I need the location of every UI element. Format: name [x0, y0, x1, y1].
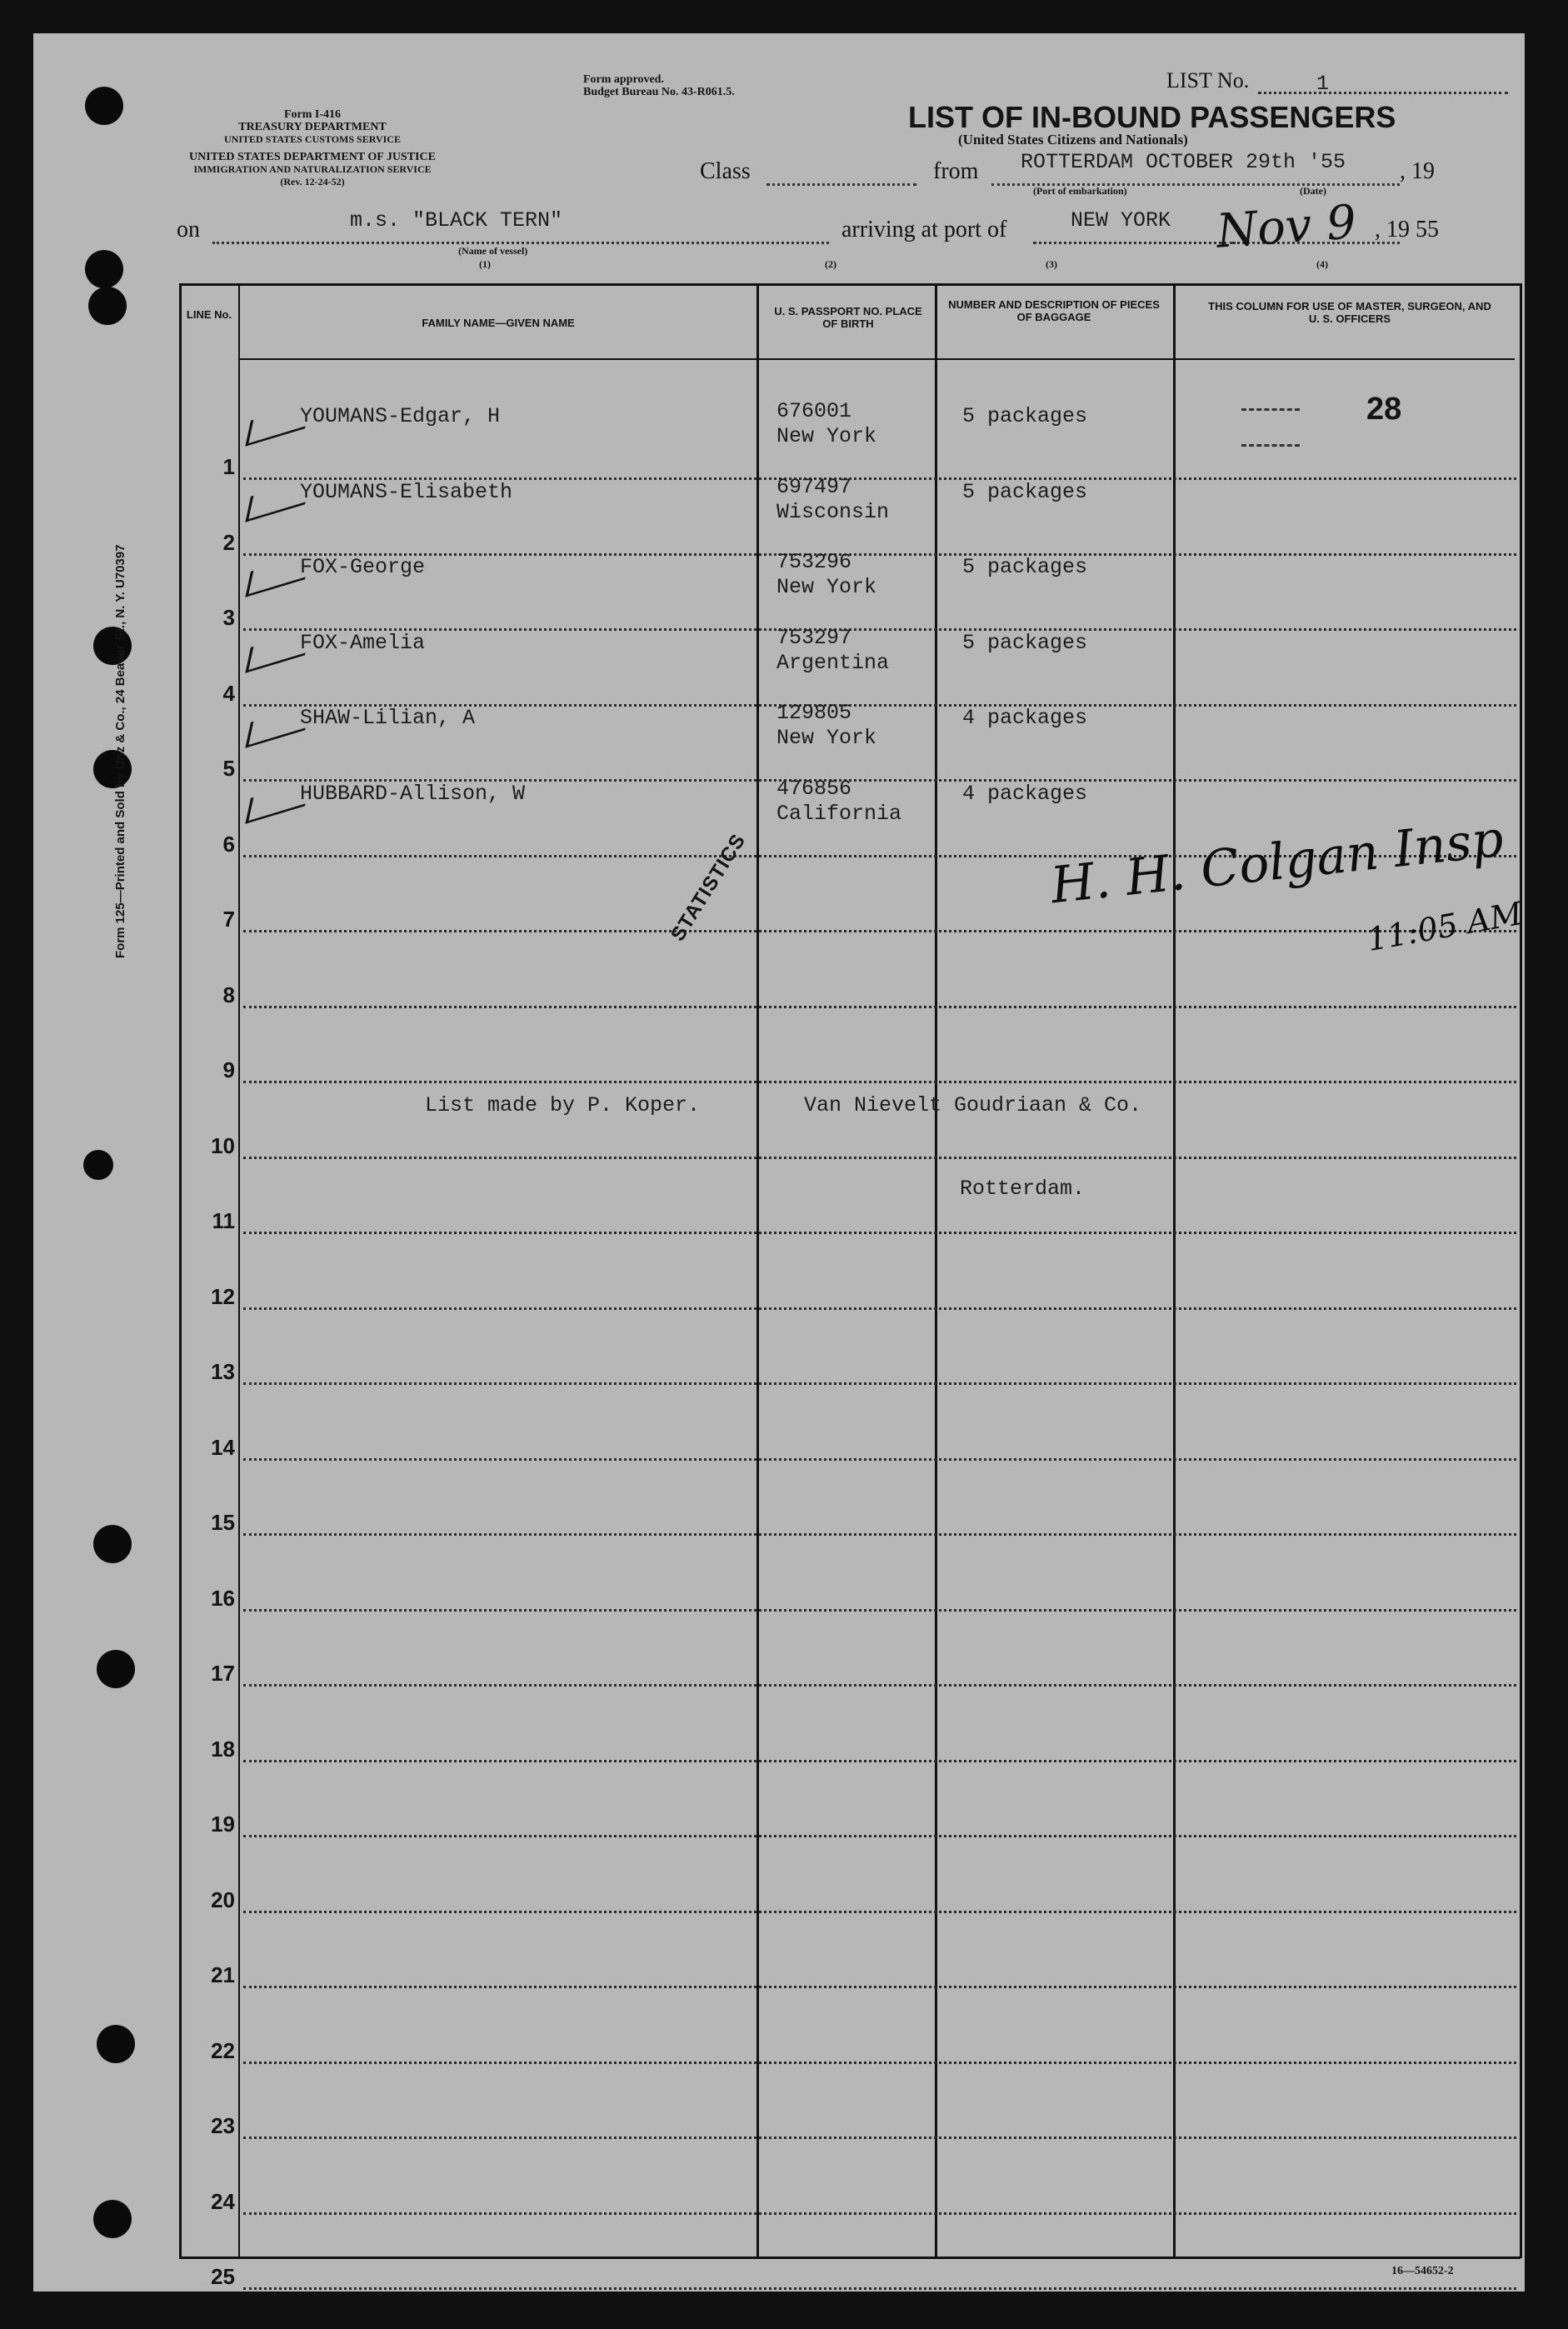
arrival-port: NEW YORK — [1071, 208, 1171, 232]
vessel-caption-number: (1) — [479, 258, 491, 270]
budget-bureau: Budget Bureau No. 43-R061.5. — [583, 86, 735, 98]
row-rule — [243, 1684, 1516, 1687]
baggage-column-border — [1173, 283, 1176, 2258]
row-rule — [243, 2137, 1516, 2139]
form-title: LIST OF IN-BOUND PASSENGERS — [908, 100, 1396, 134]
row-rule — [243, 1835, 1516, 1837]
row-rule — [243, 1006, 1516, 1008]
passenger-name: HUBBARD-Allison, W — [300, 781, 526, 806]
birthplace: New York — [777, 726, 877, 750]
table-top-border — [179, 283, 1521, 286]
check-mark — [245, 704, 310, 748]
birthplace: New York — [777, 575, 877, 599]
row-rule — [243, 2287, 1516, 2290]
line-number: 14 — [211, 1434, 235, 1460]
arrival-caption-number: (3) — [1046, 258, 1057, 270]
row-rule — [243, 1232, 1516, 1234]
line-number: 12 — [211, 1283, 235, 1309]
line-number: 13 — [211, 1359, 235, 1384]
class-dots — [767, 183, 916, 186]
arrival-year: , 19 55 — [1375, 217, 1439, 242]
passport-number: 476856 — [777, 776, 852, 801]
year-label: , 19 — [1400, 158, 1435, 184]
line-number: 22 — [211, 2037, 235, 2063]
table-header-border — [240, 358, 1515, 360]
column-header-passport: U. S. PASSPORT NO. PLACE OF BIRTH — [774, 305, 922, 330]
baggage-count: 5 packages — [962, 479, 1088, 504]
baggage-count: 5 packages — [962, 555, 1088, 579]
passenger-name: YOUMANS-Elisabeth — [300, 479, 513, 504]
vessel-dots — [212, 242, 829, 244]
from-label: from — [933, 158, 979, 184]
agent-city: Rotterdam. — [960, 1177, 1086, 1201]
agent-name: Van Nievelt Goudriaan & Co. — [804, 1093, 1142, 1117]
line-number: 11 — [212, 1208, 235, 1233]
punch-hole — [97, 1650, 135, 1688]
punch-hole — [93, 1525, 132, 1563]
form-sheet — [33, 33, 1525, 2292]
check-mark — [245, 780, 310, 824]
punch-hole — [83, 1150, 113, 1180]
form-approved: Form approved. — [583, 73, 664, 86]
row-rule — [243, 1609, 1516, 1612]
line-number: 7 — [222, 907, 235, 932]
line-number: 19 — [211, 1812, 235, 1837]
row-rule — [243, 553, 1516, 556]
vessel-name: m.s. "BLACK TERN" — [350, 208, 563, 232]
row-rule — [243, 628, 1516, 631]
passenger-name: FOX-George — [300, 555, 426, 579]
form-header-left — [175, 108, 450, 188]
check-mark — [245, 553, 310, 597]
column-header-baggage: NUMBER AND DESCRIPTION OF PIECES OF BAGGAGE — [948, 298, 1160, 323]
row-rule — [243, 2212, 1516, 2215]
line-number: 8 — [222, 982, 235, 1007]
line-number: 25 — [211, 2264, 235, 2289]
officer-mark: 28 — [1366, 392, 1402, 427]
punch-hole — [93, 2200, 132, 2238]
officer-scribble — [1241, 408, 1300, 447]
row-rule — [243, 1458, 1516, 1461]
date-caption-number: (4) — [1316, 258, 1328, 270]
birthplace: Wisconsin — [777, 499, 890, 524]
line-number: 4 — [222, 680, 235, 706]
printer-note: Form 125—Printed and Sold by Unz & Co., 24 Beaver St., N. Y. U70397 — [113, 544, 127, 958]
row-rule — [243, 930, 1516, 932]
row-rule — [243, 1382, 1516, 1385]
punch-hole — [85, 250, 123, 288]
statistics-stamp: STATISTICS — [667, 829, 751, 946]
service: UNITED STATES CUSTOMS SERVICE — [224, 133, 401, 145]
list-maker-note: List made by P. Koper. — [425, 1093, 701, 1117]
punch-hole — [85, 87, 123, 125]
check-mark — [245, 629, 310, 673]
row-rule — [243, 1081, 1516, 1083]
row-rule — [243, 1911, 1516, 1913]
inspector-signature: H. H. Colgan Insp — [1047, 809, 1506, 916]
list-number-label: LIST No. — [1166, 68, 1250, 92]
passport-column-border — [935, 283, 937, 2258]
line-number: 5 — [222, 756, 235, 781]
birthplace: California — [777, 801, 902, 826]
line-number: 23 — [211, 2113, 235, 2138]
line-number: 3 — [222, 605, 235, 630]
line-number: 10 — [211, 1132, 235, 1158]
vessel-caption: (Name of vessel) — [458, 245, 528, 257]
line-number: 15 — [211, 1510, 235, 1535]
arrival-date-handwritten: Nov 9 — [1214, 195, 1358, 259]
baggage-count: 4 packages — [962, 706, 1088, 730]
line-number: 6 — [222, 831, 235, 857]
column-header-name: FAMILY NAME—GIVEN NAME — [422, 317, 575, 329]
on-label: on — [177, 217, 200, 242]
line-number: 1 — [222, 454, 235, 479]
line-number: 18 — [211, 1736, 235, 1762]
passenger-name: SHAW-Lilian, A — [300, 706, 476, 730]
revision: (Rev. 12-24-52) — [280, 176, 345, 187]
passport-number: 753296 — [777, 550, 852, 574]
row-rule — [243, 1157, 1516, 1159]
form-subtitle: (United States Citizens and Nationals) — [958, 132, 1188, 147]
punch-hole — [88, 287, 127, 325]
department2: UNITED STATES DEPARTMENT OF JUSTICE — [189, 151, 436, 163]
row-rule — [243, 1986, 1516, 1988]
line-number: 2 — [222, 529, 235, 555]
passport-number: 697497 — [777, 474, 852, 499]
list-number-value: 1 — [1316, 72, 1330, 96]
list-number-dots — [1258, 92, 1508, 94]
department: TREASURY DEPARTMENT — [238, 121, 387, 133]
passport-number: 129805 — [777, 701, 852, 725]
birthplace: Argentina — [777, 650, 890, 675]
table-right-border — [1520, 283, 1522, 2258]
line-number: 24 — [211, 2188, 235, 2214]
passenger-name: FOX-Amelia — [300, 630, 426, 655]
column-header-line-no: LINE No. — [186, 308, 232, 321]
punch-hole — [97, 2025, 135, 2063]
line-number: 9 — [222, 1057, 235, 1082]
table-bottom-border — [179, 2257, 1521, 2259]
line-number: 21 — [211, 1962, 235, 1987]
baggage-count: 5 packages — [962, 630, 1088, 655]
passport-number: 676001 — [777, 399, 852, 423]
birthplace: New York — [777, 424, 877, 448]
check-mark — [245, 402, 310, 447]
row-rule — [243, 2062, 1516, 2064]
line-number: 17 — [211, 1661, 235, 1686]
arrival-port-dots — [1033, 242, 1233, 244]
row-rule — [243, 1533, 1516, 1536]
passenger-name: YOUMANS-Edgar, H — [300, 404, 501, 428]
inspection-time: 11:05 AM — [1364, 895, 1526, 958]
embarkation-caption: (Port of embarkation) — [1033, 185, 1127, 197]
footer-code: 16—54652-2 — [1391, 2265, 1454, 2277]
column-header-officers: THIS COLUMN FOR USE OF MASTER, SURGEON, AND U. S. OFFICERS — [1208, 300, 1491, 325]
arriving-label: arriving at port of — [841, 217, 1007, 242]
row-rule — [243, 1307, 1516, 1310]
baggage-count: 4 packages — [962, 781, 1088, 806]
row-rule — [243, 1760, 1516, 1762]
line-column-border — [238, 283, 240, 2258]
date-caption: (Date) — [1300, 185, 1326, 197]
service2: IMMIGRATION AND NATURALIZATION SERVICE — [193, 163, 432, 175]
form-number: Form I-416 — [283, 108, 342, 121]
line-number: 16 — [211, 1585, 235, 1611]
class-label: Class — [700, 158, 751, 184]
form-approval — [583, 73, 735, 98]
name-column-border — [757, 283, 759, 2258]
embarkation-value: ROTTERDAM OCTOBER 29th '55 — [1021, 150, 1346, 174]
line-number: 20 — [211, 1887, 235, 1912]
passport-number: 753297 — [777, 625, 852, 650]
baggage-count: 5 packages — [962, 404, 1088, 428]
passport-caption-number: (2) — [825, 258, 836, 270]
check-mark — [245, 478, 310, 522]
